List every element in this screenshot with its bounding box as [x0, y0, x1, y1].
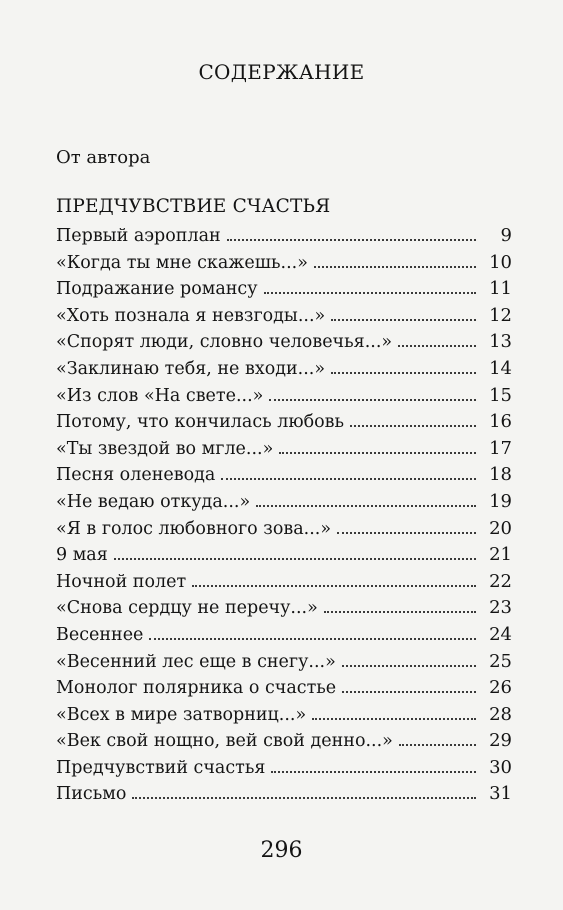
toc-entry-title: «Я в голос любовного зова...»	[56, 518, 332, 539]
toc-entry-page: 26	[489, 677, 512, 699]
toc-entry-page: 9	[500, 225, 512, 246]
dot-leader	[279, 452, 476, 454]
toc-entry-page: 12	[489, 304, 512, 326]
toc-entry	[56, 278, 512, 305]
toc-entry-page: 20	[489, 517, 512, 539]
toc-entry-title: «Век свой нощно, вей свой денно...»	[56, 731, 393, 752]
dot-leader	[192, 585, 476, 587]
toc-entry	[56, 704, 512, 731]
toc-entry-title: «Когда ты мне скажешь...»	[56, 252, 308, 273]
toc-entry-title: «Заклинаю тебя, не входи...»	[56, 358, 326, 379]
toc-entry-page: 15	[489, 384, 512, 406]
toc-entry-title: «Весенний лес еще в снегу...»	[56, 651, 336, 672]
toc-entry-title: Письмо	[56, 784, 127, 805]
toc-entry-page: 19	[489, 490, 512, 512]
dot-leader	[149, 638, 476, 640]
dot-leader	[132, 797, 476, 799]
toc-entry-page: 25	[489, 650, 512, 672]
toc-entry	[56, 757, 512, 784]
author-section-entry: От автора	[56, 147, 151, 168]
toc-entry	[56, 518, 512, 545]
toc-entry-title: Подражание романсу	[56, 279, 258, 300]
toc-entry	[56, 783, 512, 810]
section-heading: ПРЕДЧУВСТВИЕ СЧАСТЬЯ	[56, 196, 331, 217]
toc-entry	[56, 677, 512, 704]
toc-entry	[56, 491, 512, 518]
toc-entry	[56, 331, 512, 358]
toc-entry-page: 10	[489, 251, 512, 273]
toc-entry-title: «Всех в мире затворниц...»	[56, 704, 307, 725]
toc-entry-page: 30	[489, 756, 512, 778]
dot-leader	[264, 292, 476, 294]
toc-entry-page: 14	[489, 357, 512, 379]
toc-entry-page: 16	[489, 411, 512, 433]
dot-leader	[337, 532, 476, 534]
dot-leader	[271, 771, 476, 773]
toc-entry-page: 31	[489, 783, 512, 805]
toc-entry-title: «Ты звездой во мгле...»	[56, 438, 274, 459]
dot-leader	[399, 744, 476, 746]
toc-entry-title: Потому, что кончилась любовь	[56, 412, 345, 433]
dot-leader	[269, 399, 476, 401]
dot-leader	[331, 372, 476, 374]
toc-entry	[56, 730, 512, 757]
toc-entry	[56, 544, 512, 571]
toc-entry	[56, 571, 512, 598]
toc-entry-page: 23	[489, 597, 512, 619]
page-number: 296	[260, 838, 303, 863]
toc-entry	[56, 252, 512, 279]
toc-entry-title: Весеннее	[56, 624, 144, 645]
dot-leader	[227, 239, 476, 241]
dot-leader	[350, 425, 476, 427]
toc-entry	[56, 411, 512, 438]
dot-leader	[314, 266, 476, 268]
toc-entry	[56, 225, 512, 252]
table-of-contents	[56, 225, 512, 810]
toc-entry	[56, 651, 512, 678]
toc-entry-title: «Снова сердцу не перечу...»	[56, 598, 318, 619]
dot-leader	[221, 478, 476, 480]
toc-entry	[56, 597, 512, 624]
toc-entry-title: Предчувствий счастья	[56, 757, 266, 778]
toc-entry-page: 21	[489, 544, 512, 566]
dot-leader	[256, 505, 476, 507]
toc-entry-title: Первый аэроплан	[56, 226, 221, 246]
toc-entry-page: 11	[489, 278, 512, 300]
toc-entry-title: 9 мая	[56, 545, 108, 566]
toc-entry-page: 13	[489, 331, 512, 353]
toc-entry	[56, 385, 512, 412]
toc-entry-page: 17	[489, 437, 512, 459]
toc-entry-page: 22	[489, 570, 512, 592]
dot-leader	[312, 718, 476, 720]
toc-entry	[56, 438, 512, 465]
toc-entry	[56, 305, 512, 332]
dot-leader	[324, 611, 476, 613]
toc-entry-page: 28	[489, 703, 512, 725]
toc-entry-title: Монолог полярника о счастье	[56, 678, 337, 699]
dot-leader	[398, 345, 476, 347]
toc-entry-page: 29	[489, 730, 512, 752]
dot-leader	[342, 691, 476, 693]
toc-entry-title: Песня оленевода	[56, 465, 216, 486]
toc-entry	[56, 464, 512, 491]
dot-leader	[114, 558, 476, 560]
toc-entry-title: «Спорят люди, словно человечья...»	[56, 332, 393, 353]
toc-entry-title: Ночной полет	[56, 571, 187, 592]
dot-leader	[342, 665, 476, 667]
toc-entry-title: «Хоть познала я невзгоды...»	[56, 305, 326, 326]
page-title: СОДЕРЖАНИЕ	[198, 60, 365, 84]
toc-entry-title: «Из слов «На свете...»	[56, 385, 264, 406]
toc-entry-page: 18	[489, 464, 512, 486]
toc-entry-title: «Не ведаю откуда...»	[56, 491, 251, 512]
toc-entry	[56, 624, 512, 651]
toc-entry-page: 24	[489, 623, 512, 645]
dot-leader	[331, 319, 476, 321]
toc-entry	[56, 358, 512, 385]
